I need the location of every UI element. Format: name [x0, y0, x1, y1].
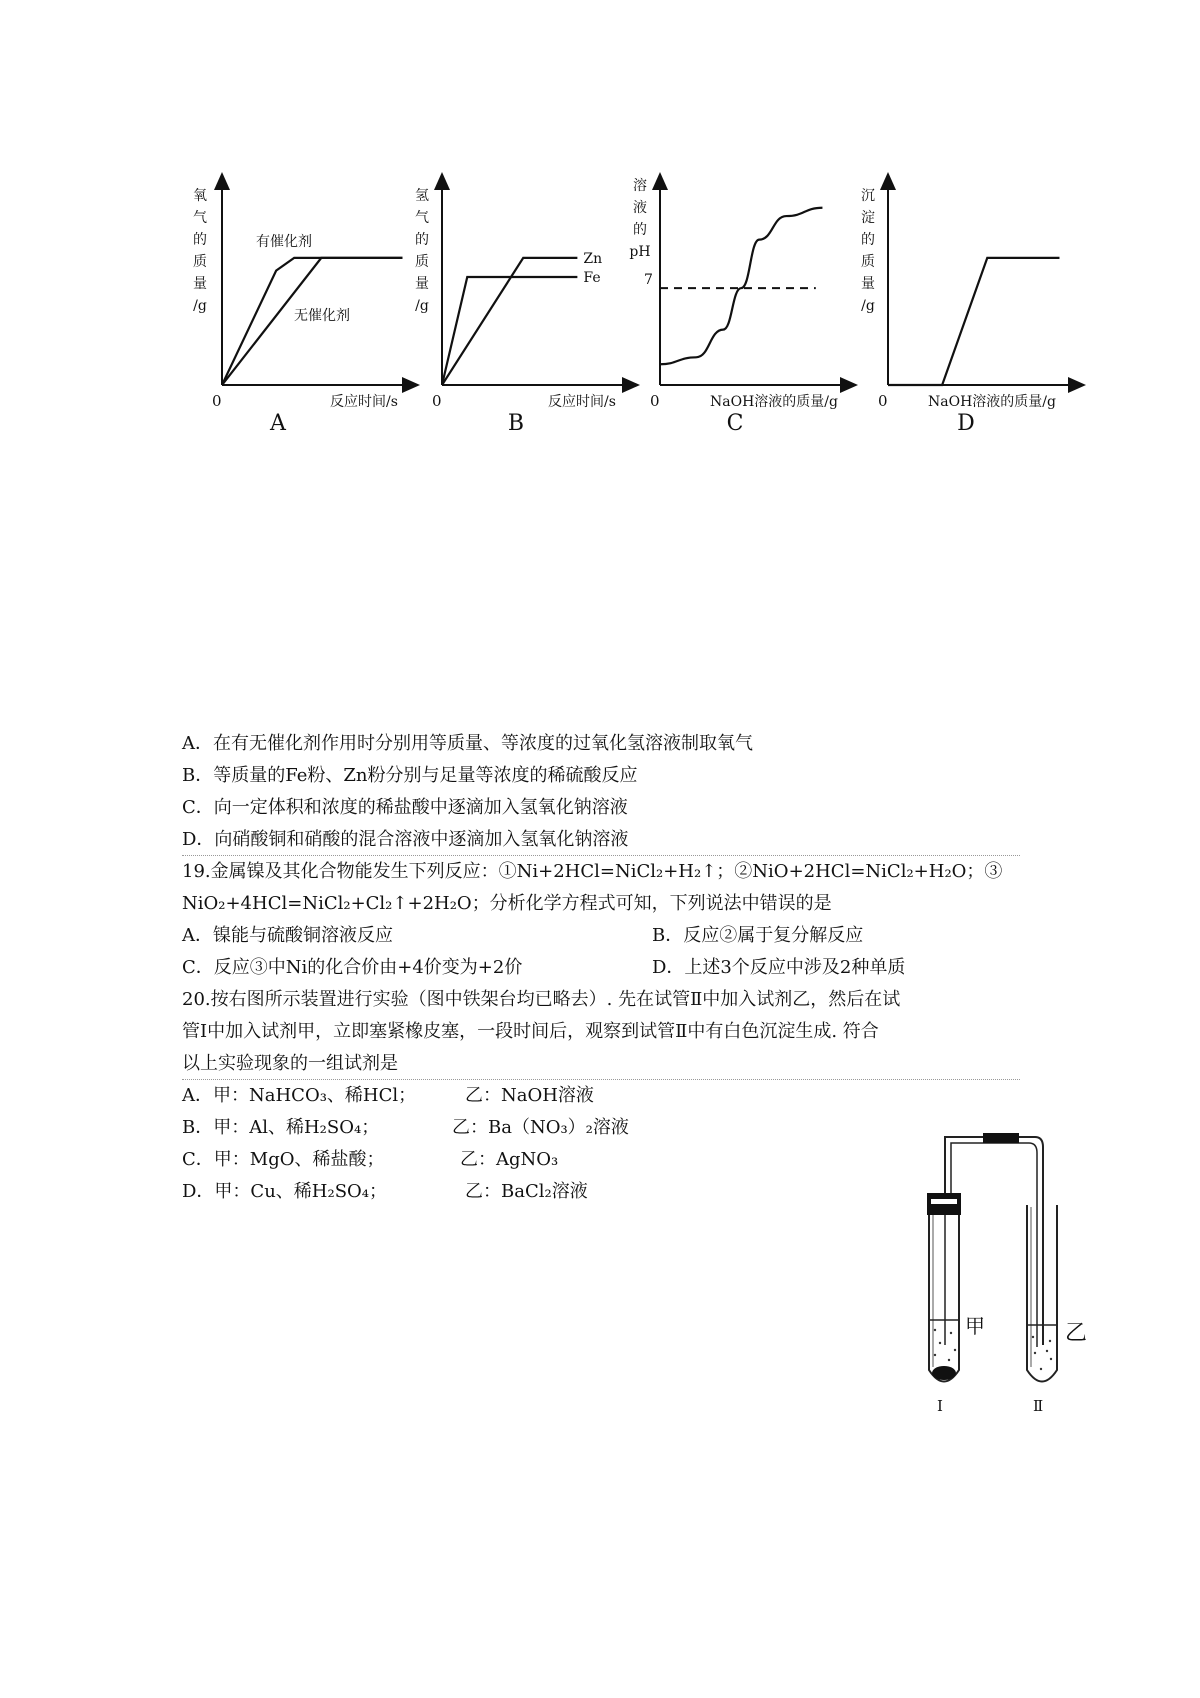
chart-a-y-label-4: 量: [193, 276, 207, 292]
option-19-b: B．反应②属于复分解反应: [652, 925, 864, 946]
chart-figure: [0, 0, 1200, 460]
chart-b-x-label: 反应时间/s: [548, 394, 616, 410]
tube-2-label: 乙: [1065, 1321, 1088, 1346]
question-20-stem-3: 以上实验现象的一组试剂是: [182, 1053, 398, 1074]
chart-d-x-label: NaOH溶液的质量/g: [928, 394, 1056, 410]
delivery-tube: [1035, 1137, 1043, 1345]
option-19-a: A．镍能与硫酸铜溶液反应: [182, 925, 393, 946]
chart-c-origin: 0: [650, 392, 660, 410]
chart-d-y-label-2: 的: [861, 232, 875, 248]
option-20-d-jia: D．甲：Cu、稀H₂SO₄；: [182, 1181, 388, 1202]
chart-b-y-label-0: 氢: [415, 188, 429, 204]
option-20-a-yi: 乙：NaOH溶液: [465, 1085, 594, 1106]
chart-b-series-label-1: Fe: [583, 269, 601, 286]
chart-d-panel-label: D: [957, 411, 975, 436]
chart-a-y-label-2: 的: [193, 232, 207, 248]
connecting-tube-inner: [951, 1143, 1029, 1195]
chart-c-y-label-3: pH: [629, 244, 651, 260]
question-20-stem-2: 管Ⅰ中加入试剂甲，立即塞紧橡皮塞，一段时间后，观察到试管Ⅱ中有白色沉淀生成. 符合: [182, 1021, 879, 1042]
question-20-stem: 20.按右图所示装置进行实验（图中铁架台均已略去）. 先在试管Ⅱ中加入试剂乙，然后在试: [182, 989, 901, 1010]
chart-a-panel-label: A: [270, 411, 286, 436]
chart-c-x-label: NaOH溶液的质量/g: [710, 394, 838, 410]
chart-a-y-label-1: 气: [193, 210, 207, 226]
option-20-c-jia: C．甲：MgO、稀盐酸；: [182, 1149, 385, 1170]
option-19-d: D．上述3个反应中涉及2种单质: [652, 957, 906, 978]
chart-d-y-label-5: /g: [861, 298, 875, 314]
delivery-tube-inner: [1029, 1143, 1037, 1347]
chart-c-panel-label: C: [726, 411, 744, 436]
chart-d-series-0: [888, 258, 1059, 385]
solid-reagent: [932, 1366, 956, 1380]
divider: [182, 855, 1020, 856]
option-18-b: B．等质量的Fe粉、Zn粉分别与足量等浓度的稀硫酸反应: [182, 765, 638, 786]
chart-c-y-label-2: 的: [633, 222, 647, 238]
option-20-d-yi: 乙：BaCl₂溶液: [465, 1181, 588, 1202]
chart-d-origin: 0: [878, 392, 888, 410]
chart-b-series-1: [442, 277, 577, 385]
chart-c-y-tick: 7: [644, 272, 653, 289]
chart-c-series-0: [660, 208, 822, 364]
connecting-tube: [945, 1137, 1035, 1195]
option-20-b-yi: 乙：Ba（NO₃）₂溶液: [452, 1117, 629, 1138]
option-19-c: C．反应③中Ni的化合价由+4价变为+2价: [182, 957, 523, 978]
chart-d-y-label-4: 量: [861, 276, 875, 292]
chart-b-y-label-1: 气: [415, 210, 429, 226]
chart-a-origin: 0: [212, 392, 222, 410]
chart-b-series-label-0: Zn: [583, 250, 603, 267]
chart-a-x-label: 反应时间/s: [330, 394, 398, 410]
option-18-c: C．向一定体积和浓度的稀盐酸中逐滴加入氢氧化钠溶液: [182, 797, 628, 818]
tube-1-label: 甲: [965, 1314, 985, 1338]
chart-a-y-label-0: 氧: [193, 188, 207, 204]
chart-b-y-label-5: /g: [415, 298, 429, 314]
question-19-stem-2: NiO₂+4HCl=NiCl₂+Cl₂↑+2H₂O；分析化学方程式可知，下列说法中错误的是: [182, 893, 832, 914]
chart-d-y-label-0: 沉: [861, 188, 875, 204]
rubber-connector: [983, 1133, 1019, 1143]
option-18-d: D．向硝酸铜和硝酸的混合溶液中逐滴加入氢氧化钠溶液: [182, 829, 629, 850]
question-19-stem: 19.金属镍及其化合物能发生下列反应：①Ni+2HCl=NiCl₂+H₂↑；②NiO+2HCl=NiCl₂+H₂O；③: [182, 861, 1003, 882]
chart-c-y-label-1: 液: [633, 200, 647, 216]
tube-2-number: Ⅱ: [1033, 1397, 1044, 1415]
option-20-c-yi: 乙：AgNO₃: [460, 1149, 559, 1170]
divider: [182, 1079, 1020, 1080]
chart-a-series-label-1: 无催化剂: [294, 307, 350, 324]
tube-1-number: Ⅰ: [937, 1397, 943, 1415]
chart-b-y-label-3: 质: [415, 254, 429, 270]
chart-b-y-label-4: 量: [415, 276, 429, 292]
chart-a-y-label-3: 质: [193, 254, 207, 270]
option-20-b-jia: B．甲：Al、稀H₂SO₄；: [182, 1117, 380, 1138]
test-tube-apparatus: [905, 1115, 1125, 1415]
chart-a-series-label-0: 有催化剂: [256, 233, 312, 250]
chart-b-panel-label: B: [507, 411, 525, 436]
option-20-a-jia: A．甲：NaHCO₃、稀HCl；: [182, 1085, 417, 1106]
chart-d-y-label-3: 质: [861, 254, 875, 270]
chart-a-y-label-5: /g: [193, 298, 207, 314]
option-18-a: A．在有无催化剂作用时分别用等质量、等浓度的过氧化氢溶液制取氧气: [182, 733, 753, 754]
chart-d-y-label-1: 淀: [861, 210, 875, 226]
chart-c-y-label-0: 溶: [633, 178, 647, 194]
chart-b-y-label-2: 的: [415, 232, 429, 248]
chart-b-origin: 0: [432, 392, 442, 410]
